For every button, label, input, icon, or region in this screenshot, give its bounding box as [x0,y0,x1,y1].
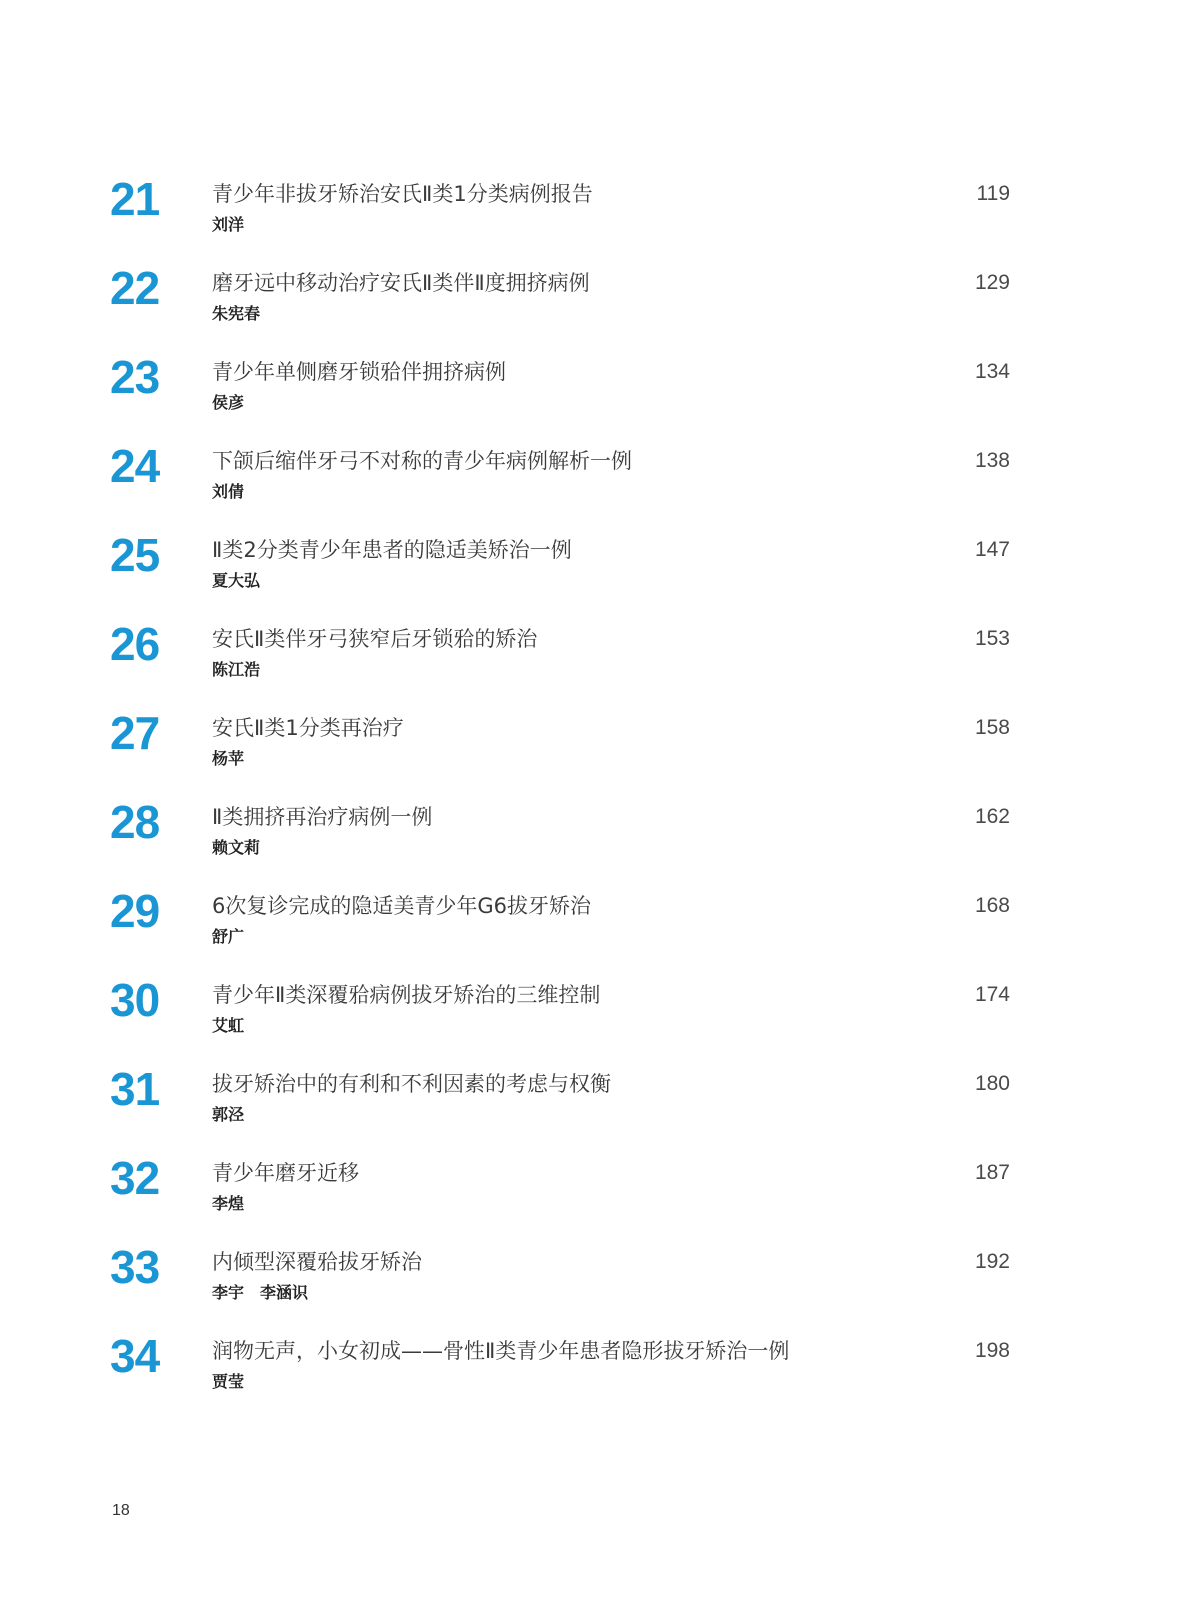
chapter-author: 李宇 李涵识 [212,1283,309,1302]
chapter-number: 28 [110,796,160,848]
chapter-page-number: 119 [976,182,1010,205]
chapter-page-number: 162 [974,805,1010,828]
chapter-number: 29 [110,885,160,937]
chapter-title[interactable]: 安氏Ⅱ类1分类再治疗 [212,716,404,740]
chapter-author: 刘倩 [212,482,245,501]
chapter-page-number: 187 [974,1161,1010,1184]
toc-entry-31[interactable] [0,1062,1178,1151]
page-folio-number: 18 [112,1502,130,1519]
chapter-author: 朱宪春 [212,304,261,323]
chapter-author: 艾虹 [212,1016,245,1035]
chapter-title[interactable]: 下颌后缩伴牙弓不对称的青少年病例解析一例 [212,449,632,473]
chapter-author: 赖文莉 [212,838,261,857]
chapter-number: 32 [110,1152,160,1204]
toc-entry-29[interactable] [0,884,1178,973]
toc-entry-25[interactable] [0,528,1178,617]
toc-entry-26[interactable] [0,617,1178,706]
chapter-page-number: 198 [974,1339,1010,1362]
chapter-page-number: 192 [974,1250,1010,1273]
toc-entry-24[interactable] [0,439,1178,528]
chapter-number: 25 [110,529,160,581]
chapter-author: 侯彦 [212,393,245,412]
chapter-number: 24 [110,440,160,492]
chapter-title[interactable]: 磨牙远中移动治疗安氏Ⅱ类伴Ⅱ度拥挤病例 [212,271,590,295]
toc-entry-33[interactable] [0,1240,1178,1329]
toc-entry-27[interactable] [0,706,1178,795]
chapter-author: 舒广 [212,927,245,946]
table-of-contents [0,172,1178,1418]
chapter-number: 34 [110,1330,160,1382]
chapter-title[interactable]: 拔牙矫治中的有利和不利因素的考虑与权衡 [212,1072,611,1096]
chapter-title[interactable]: 青少年磨牙近移 [212,1161,359,1185]
chapter-title[interactable]: 6次复诊完成的隐适美青少年G6拔牙矫治 [212,894,591,918]
chapter-author: 贾莹 [212,1372,245,1391]
toc-entry-28[interactable] [0,795,1178,884]
chapter-page-number: 153 [974,627,1010,650]
chapter-title[interactable]: 青少年Ⅱ类深覆𬌗病例拔牙矫治的三维控制 [212,983,601,1007]
chapter-author: 夏大弘 [212,571,261,590]
chapter-number: 33 [110,1241,160,1293]
chapter-page-number: 138 [974,449,1010,472]
chapter-author: 杨苹 [212,749,245,768]
toc-entry-34[interactable] [0,1329,1178,1418]
toc-entry-32[interactable] [0,1151,1178,1240]
chapter-author: 陈江浩 [212,660,261,679]
chapter-number: 30 [110,974,160,1026]
chapter-page-number: 134 [974,360,1010,383]
chapter-author: 李煌 [212,1194,245,1213]
chapter-page-number: 168 [974,894,1010,917]
chapter-title[interactable]: Ⅱ类2分类青少年患者的隐适美矫治一例 [212,538,572,562]
chapter-author: 郭泾 [212,1105,245,1124]
chapter-title[interactable]: 安氏Ⅱ类伴牙弓狭窄后牙锁𬌗的矫治 [212,627,538,651]
chapter-page-number: 180 [974,1072,1010,1095]
chapter-author: 刘洋 [212,215,245,234]
chapter-number: 23 [110,351,160,403]
chapter-title[interactable]: Ⅱ类拥挤再治疗病例一例 [212,805,433,829]
toc-entry-21[interactable] [0,172,1178,261]
chapter-number: 26 [110,618,160,670]
toc-entry-22[interactable] [0,261,1178,350]
toc-entry-30[interactable] [0,973,1178,1062]
chapter-page-number: 158 [974,716,1010,739]
chapter-title[interactable]: 青少年单侧磨牙锁𬌗伴拥挤病例 [212,360,506,384]
chapter-page-number: 147 [974,538,1010,561]
chapter-number: 21 [110,173,160,225]
chapter-number: 22 [110,262,160,314]
chapter-page-number: 129 [974,271,1010,294]
toc-entry-23[interactable] [0,350,1178,439]
chapter-page-number: 174 [974,983,1010,1006]
chapter-number: 31 [110,1063,160,1115]
chapter-title[interactable]: 润物无声，小女初成——骨性Ⅱ类青少年患者隐形拔牙矫治一例 [212,1339,790,1363]
chapter-title[interactable]: 内倾型深覆𬌗拔牙矫治 [212,1250,422,1274]
chapter-title[interactable]: 青少年非拔牙矫治安氏Ⅱ类1分类病例报告 [212,182,593,206]
chapter-number: 27 [110,707,160,759]
